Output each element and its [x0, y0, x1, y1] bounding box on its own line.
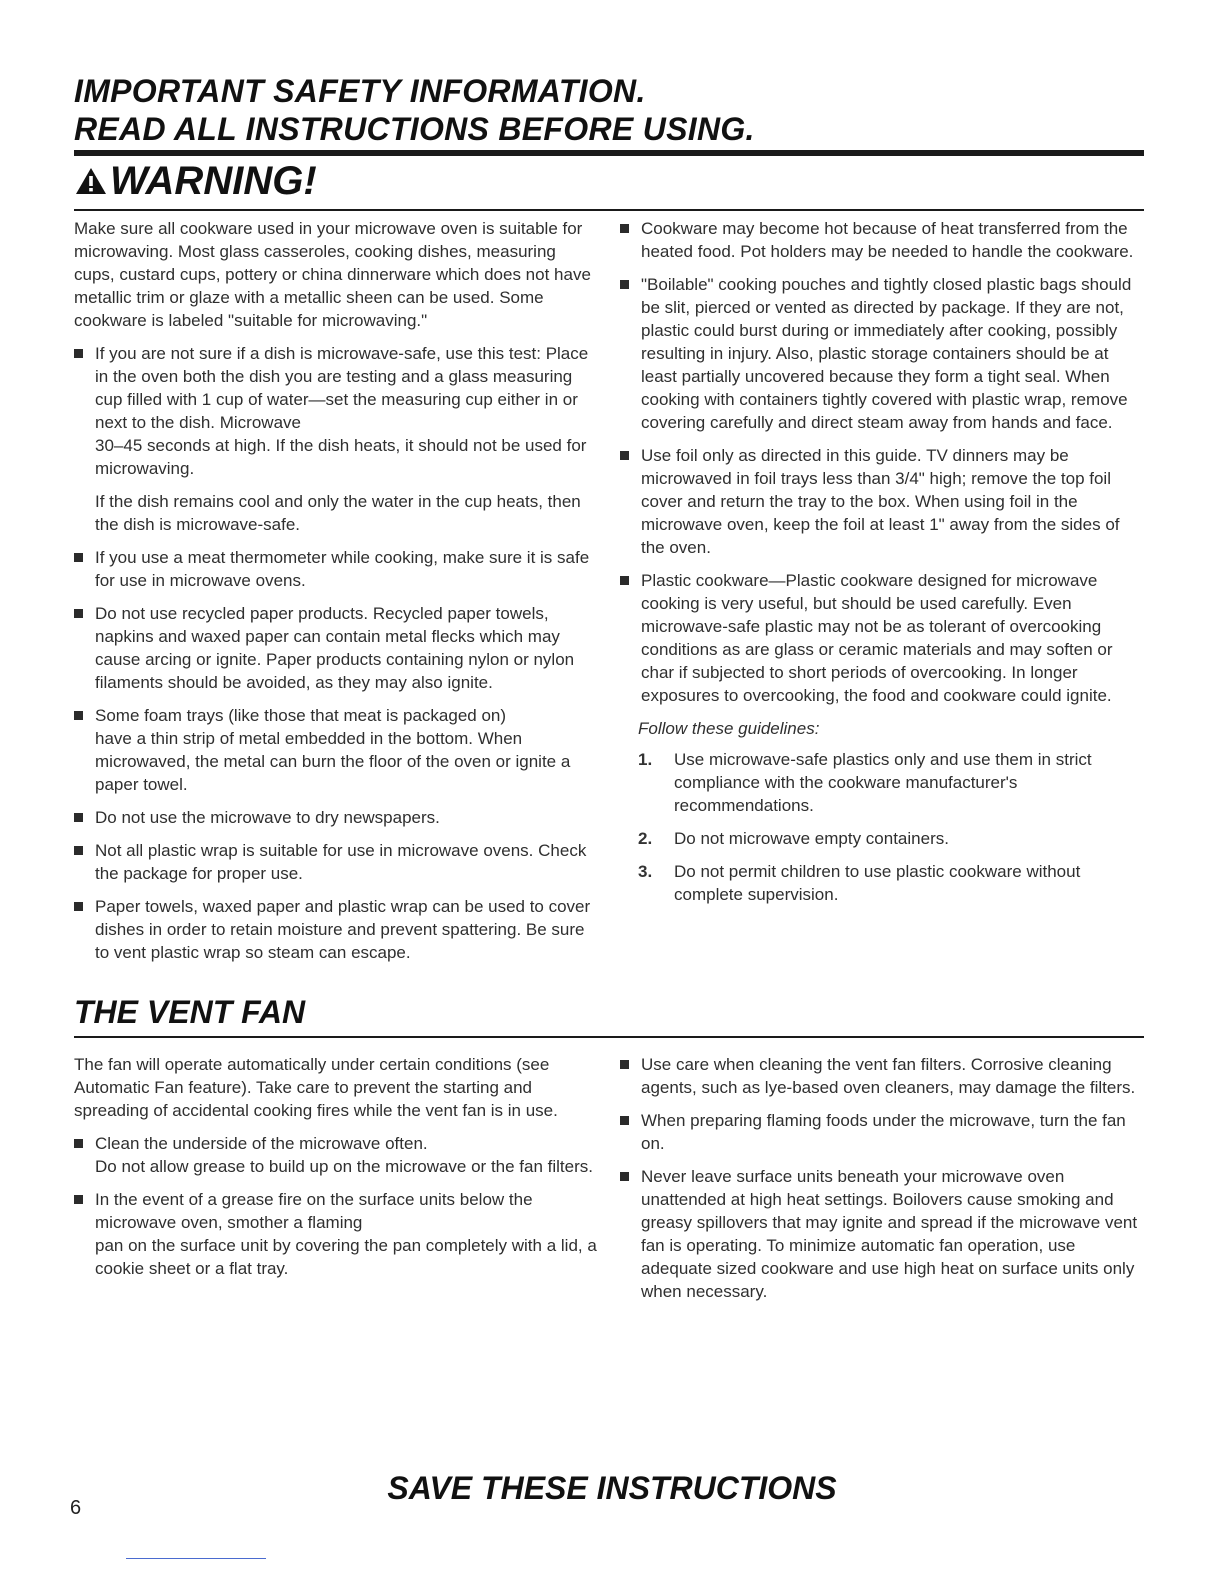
list-item-text: Cookware may become hot because of heat transferred from the heated food. Pot holders may be needed to handle the cookware. [641, 219, 1134, 261]
vent-intro: The fan will operate automatically under certain conditions (see Automatic Fan feature). Take care to prevent the starting and spreading of accidental cooking fires while the vent fan is in use. [74, 1055, 558, 1120]
guideline-number: 2. [638, 829, 653, 848]
header-rule [74, 150, 1144, 156]
list-item-text: Use care when cleaning the vent fan filters. Corrosive cleaning agents, such as lye-based oven cleaners, may damage the filters. [641, 1055, 1136, 1097]
guideline-item [634, 860, 1144, 906]
bullet-icon [74, 1195, 83, 1204]
vent-fan-rule [74, 1036, 1144, 1038]
list-item-text: Do not use the microwave to dry newspapers. [95, 808, 440, 827]
list-item [620, 273, 1144, 434]
list-item-text: When preparing flaming foods under the microwave, turn the fan on. [641, 1111, 1126, 1153]
list-item-text: Some foam trays (like those that meat is packaged on) [95, 706, 507, 725]
vent-left-column [74, 1053, 598, 1290]
guideline-number: 1. [638, 750, 653, 769]
list-item-text: Clean the underside of the microwave often. [95, 1134, 428, 1153]
warning-title: WARNING! [110, 159, 317, 203]
list-item-text: Paper towels, waxed paper and plastic wrap can be used to cover dishes in order to retain moisture and prevent spattering. Be sure to vent plastic wrap so steam can escape. [95, 897, 591, 962]
divider [126, 1558, 266, 1559]
list-item [74, 806, 598, 829]
list-item [620, 217, 1144, 263]
guideline-text: Do not microwave empty containers. [674, 829, 949, 848]
list-item [74, 839, 598, 885]
page-number: 6 [70, 1497, 82, 1519]
list-item-text: have a thin strip of metal embedded in the bottom. When microwaved, the metal can burn the floor of the oven or ignite a paper towel. [95, 729, 571, 794]
list-item [74, 342, 598, 536]
list-item [74, 1132, 598, 1178]
bullet-icon [620, 1172, 629, 1181]
list-item [74, 704, 598, 796]
list-item-text: 30–45 seconds at high. If the dish heats, it should not be used for microwaving. [95, 436, 587, 478]
bullet-icon [620, 280, 629, 289]
guideline-text: Do not permit children to use plastic cookware without complete supervision. [674, 862, 1081, 904]
guideline-text: Use microwave-safe plastics only and use them in strict compliance with the cookware manufacturer's recommendations. [674, 750, 1092, 815]
bullet-icon [74, 609, 83, 618]
list-item-text: Not all plastic wrap is suitable for use in microwave ovens. Check the package for proper use. [95, 841, 587, 883]
warning-rule [74, 209, 1144, 211]
list-item [620, 1109, 1144, 1155]
warning-left-column [74, 217, 598, 974]
list-item [74, 1188, 598, 1280]
list-item-text: If you are not sure if a dish is microwave-safe, use this test: Place in the oven both the dish you are testing and a glass measuring cup filled with 1 cup of water—set the measuring cup either in or next to the dish. Microwave [95, 344, 589, 432]
list-item [620, 444, 1144, 559]
bullet-icon [74, 711, 83, 720]
list-item-text: If you use a meat thermometer while cooking, make sure it is safe for use in microwave ovens. [95, 548, 590, 590]
vent-fan-heading: THE VENT FAN [74, 994, 306, 1030]
guidelines-heading: Follow these guidelines: [638, 719, 820, 738]
page-header [74, 72, 1144, 148]
guidelines-list [620, 748, 1144, 906]
save-instructions-footer: SAVE THESE INSTRUCTIONS [387, 1470, 837, 1506]
guideline-item [634, 748, 1144, 817]
header-line-2: READ ALL INSTRUCTIONS BEFORE USING. [74, 111, 755, 147]
warning-heading [74, 158, 317, 204]
bullet-icon [74, 553, 83, 562]
bullet-icon [74, 813, 83, 822]
bullet-icon [74, 349, 83, 358]
list-item [620, 1053, 1144, 1099]
guideline-item [634, 827, 1144, 850]
list-item-text: In the event of a grease fire on the surface units below the microwave oven, smother a flaming [95, 1190, 533, 1232]
bullet-icon [620, 224, 629, 233]
bullet-icon [620, 451, 629, 460]
bullet-icon [620, 1060, 629, 1069]
list-item-text: If the dish remains cool and only the water in the cup heats, then the dish is microwave-safe. [95, 492, 581, 534]
bullet-icon [74, 1139, 83, 1148]
vent-right-column [620, 1053, 1144, 1313]
warning-intro: Make sure all cookware used in your microwave oven is suitable for microwaving. Most glass casseroles, cooking dishes, measuring cups, custard cups, pottery or china dinnerware which does not have metallic trim or glaze with a metallic sheen can be used. Some cookware is labeled "suitable for microwaving." [74, 219, 591, 330]
list-item-text: pan on the surface unit by covering the pan completely with a lid, a cookie sheet or a flat tray. [95, 1236, 597, 1278]
guideline-number: 3. [638, 862, 653, 881]
list-item-text: Use foil only as directed in this guide. TV dinners may be microwaved in foil trays less than 3/4" high; remove the top foil cover and return the tray to the box. When using foil in the microwave oven, keep the foil at least 1" away from the sides of the oven. [641, 446, 1120, 557]
list-item [620, 1165, 1144, 1303]
list-item [620, 569, 1144, 707]
bullet-icon [620, 576, 629, 585]
list-item [74, 602, 598, 694]
warning-right-column [620, 217, 1144, 916]
warning-triangle-icon [74, 166, 108, 196]
list-item-text: Plastic cookware—Plastic cookware designed for microwave cooking is very useful, but should be used carefully. Even microwave-safe plastic may not be as tolerant of overcooking conditions as are glass or ceramic materials and may soften or char if subjected to short periods of overcooking. In longer exposures to overcooking, the food and cookware could ignite. [641, 571, 1113, 705]
list-item [74, 895, 598, 964]
list-item-text: Do not use recycled paper products. Recycled paper towels, napkins and waxed paper can contain metal flecks which may cause arcing or ignite. Paper products containing nylon or nylon filaments should be avoided, as they may also ignite. [95, 604, 575, 692]
bullet-icon [74, 902, 83, 911]
list-item-text: Never leave surface units beneath your microwave oven unattended at high heat settings. Boilovers cause smoking and greasy spillovers that may ignite and spread if the microwave vent fan is operating. To minimize automatic fan operation, use adequate sized cookware and use high heat on surface units only when necessary. [641, 1167, 1138, 1301]
list-item-text: "Boilable" cooking pouches and tightly closed plastic bags should be slit, pierced or vented as directed by package. If they are not, plastic could burst during or immediately after cooking, possibly resulting in injury. Also, plastic storage containers should be at least partially uncovered because they form a tight seal. When cooking with containers tightly covered with plastic wrap, remove covering carefully and direct steam away from hands and face. [641, 275, 1132, 432]
header-line-1: IMPORTANT SAFETY INFORMATION. [74, 73, 646, 109]
bullet-icon [74, 846, 83, 855]
bullet-icon [620, 1116, 629, 1125]
list-item [74, 546, 598, 592]
list-item-text: Do not allow grease to build up on the microwave or the fan filters. [95, 1157, 593, 1176]
